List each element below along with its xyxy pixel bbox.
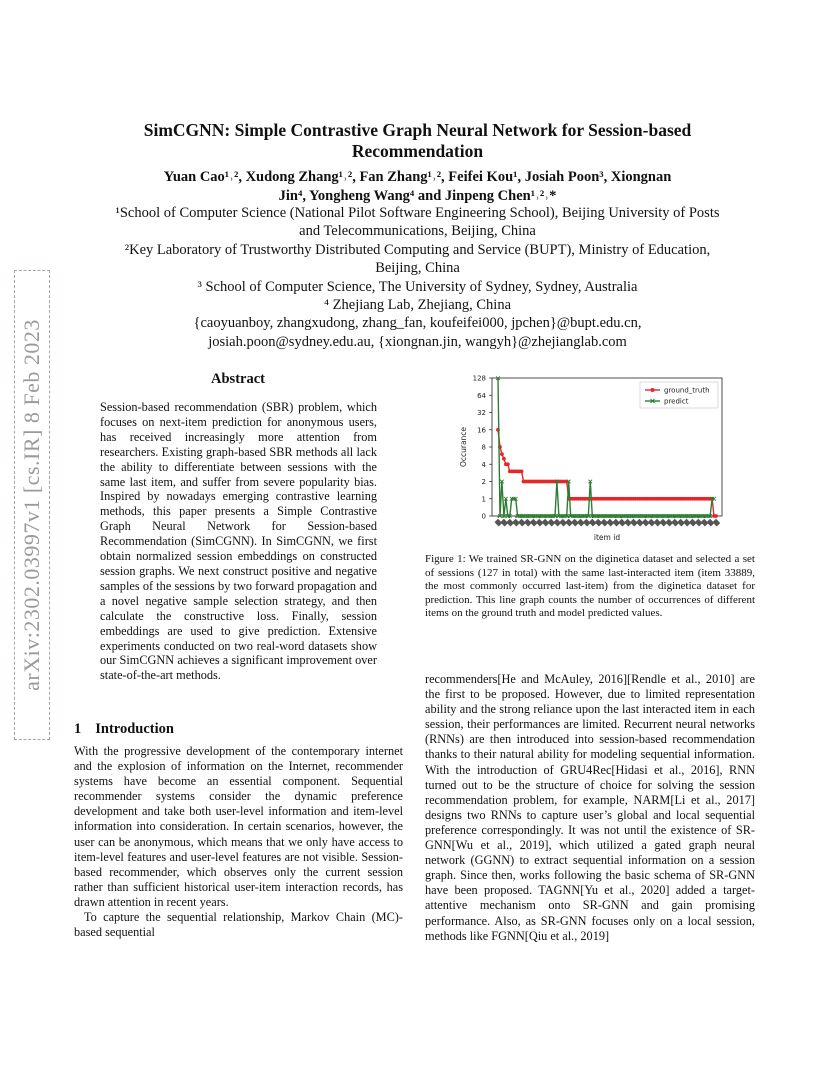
- abstract-heading: Abstract: [211, 371, 265, 387]
- intro-left-column: [74, 744, 403, 940]
- intro-paragraph-1: With the progressive development of the contemporary internet and the explosion of information on the Internet, recommender systems have become an essential component. Sequential recommender systems consider the dynamic preference development and take both user-level information and item-level information into consideration. In certain scenarios, however, the user can be anonymous, which means that we only have access to item-level features and user-level features are not visible. Session-based recommender, which observes only the current session rather than sufficient historical user-item interaction records, has drawn attention in recent years.: [74, 744, 403, 909]
- title-line-2: Recommendation: [351, 141, 484, 161]
- authors-line-2: Jin⁴, Yongheng Wang⁴ and Jinpeng Chen¹˒²˒*: [278, 188, 557, 204]
- author-list: [90, 168, 745, 206]
- arxiv-id: arXiv:2302.03997v1 [cs.IR] 8 Feb 2023: [19, 319, 44, 691]
- y-tick-label: 2: [481, 478, 486, 486]
- point-ground_truth: [714, 514, 718, 518]
- affiliation-1a: ¹School of Computer Science (National Pilot Software Engineering School), Beijing University of Posts: [115, 205, 720, 221]
- affiliation-3: ³ School of Computer Science, The University of Sydney, Sydney, Australia: [197, 278, 638, 295]
- affiliation-1b: and Telecommunications, Beijing, China: [299, 223, 536, 240]
- legend-entry: predict: [664, 397, 689, 406]
- affiliation-4: ⁴ Zhejiang Lab, Zhejiang, China: [323, 297, 512, 314]
- y-tick-label: 16: [477, 426, 486, 435]
- arxiv-stamp: [14, 270, 50, 740]
- section-heading: [74, 721, 188, 738]
- legend-marker: [651, 388, 655, 392]
- authors-line-1: Yuan Cao¹˒², Xudong Zhang¹˒², Fan Zhang¹˒², Feifei Kou¹, Josiah Poon³, Xiongnan: [163, 169, 672, 185]
- intro-right-column: recommenders[He and McAuley, 2016][Rendle et al., 2010] are the first to be proposed. However, due to limited representation ability and the strong reliance upon the last interacted item in each session, their performances are limited. Recurrent neural networks (RNNs) are then introduced into session-based recommendation thanks to their natural ability for modeling sequential information. With the introduction of GRU4Rec[Hidasi et al., 2016], RNN turned out to be the structure of choice for solving the session recommendation problem, for example, NARM[Li et al., 2017] designs two RNNs to capture user’s global and local sequential preference correspondingly. It was not until the existence of SR-GNN[Wu et al., 2019], which utilized a gated graph neural network (GGNN) to extract sequential information on a session graph. Since then, works following the basic schema of SR-GNN have been proposed. TAGNN[Yu et al., 2020] added a target-attentive mechanism onto SR-GNN and gain promising performance. Also, as SR-GNN focuses only on a local session, methods like FGNN[Qiu et al., 2019]: [425, 672, 755, 943]
- emails-line-1: {caoyuanboy, zhangxudong, zhang_fan, koufeifei000, jpchen}@bupt.edu.cn,: [193, 315, 642, 332]
- y-tick-label: 4: [481, 460, 486, 469]
- intro-paragraph-2: To capture the sequential relationship, Markov Chain (MC)-based sequential: [74, 910, 403, 940]
- figure-caption: Figure 1: We trained SR-GNN on the diginetica dataset and selected a set of sessions (127 in total) with the same last-interacted item (item 33889, the most commonly occurred last-item) from the diginetica dataset for prediction. This line graph counts the number of occurrences of different items on the ground truth and model predicted values.: [425, 553, 755, 620]
- section-number: 1: [74, 721, 82, 737]
- abstract-text: Session-based recommendation (SBR) problem, which focuses on next-item prediction for anonymous users, has received increasingly more attention from researchers. Existing graph-based SBR methods all lack the ability to differentiate between sessions with the same last item, and suffer from severe popularity bias. Inspired by nowadays emerging contrastive learning methods, this paper presents a Simple Contrastive Graph Neural Network for Session-based Recommendation (SimCGNN). In SimCGNN, we first obtain normalized session embeddings on constructed session graphs. We next construct positive and negative samples of the sessions by two forward propagation and a novel negative sample selection strategy, and then calculate the constructive loss. Finally, session embeddings are used to give prediction. Extensive experiments conducted on two real-word datasets show our SimCGNN achieves a significant improvement over state-of-the-art methods.: [100, 400, 377, 683]
- y-tick-label: 128: [472, 374, 486, 383]
- series-line-ground_truth: [498, 430, 716, 516]
- affiliation-2a: ²Key Laboratory of Trustworthy Distributed Computing and Service (BUPT), Ministry of Education,: [124, 241, 711, 258]
- legend-entry: ground_truth: [664, 386, 710, 395]
- affiliation-2b: Beijing, China: [375, 260, 460, 277]
- title-line-1: SimCGNN: Simple Contrastive Graph Neural Network for Session-based: [143, 120, 692, 140]
- point-ground_truth: [506, 462, 510, 466]
- y-axis-label: Occurance: [459, 426, 468, 468]
- y-tick-label: 8: [481, 443, 486, 452]
- affiliations: [70, 204, 765, 351]
- y-tick-label: 32: [477, 409, 486, 417]
- y-tick-label: 0: [481, 512, 486, 521]
- figure-1-chart: [452, 370, 732, 542]
- y-tick-label: 1: [481, 495, 486, 504]
- x-tick-label: [712, 519, 720, 527]
- y-tick-label: 64: [477, 391, 486, 400]
- paper-title: [80, 120, 755, 162]
- section-title: Introduction: [95, 721, 174, 737]
- point-ground_truth: [520, 470, 524, 474]
- point-ground_truth: [500, 452, 504, 456]
- point-ground_truth: [502, 457, 506, 461]
- emails-line-2: josiah.poon@sydney.edu.au, {xiongnan.jin, wangyh}@zhejianglab.com: [208, 333, 627, 350]
- x-axis-label: item id: [593, 533, 621, 542]
